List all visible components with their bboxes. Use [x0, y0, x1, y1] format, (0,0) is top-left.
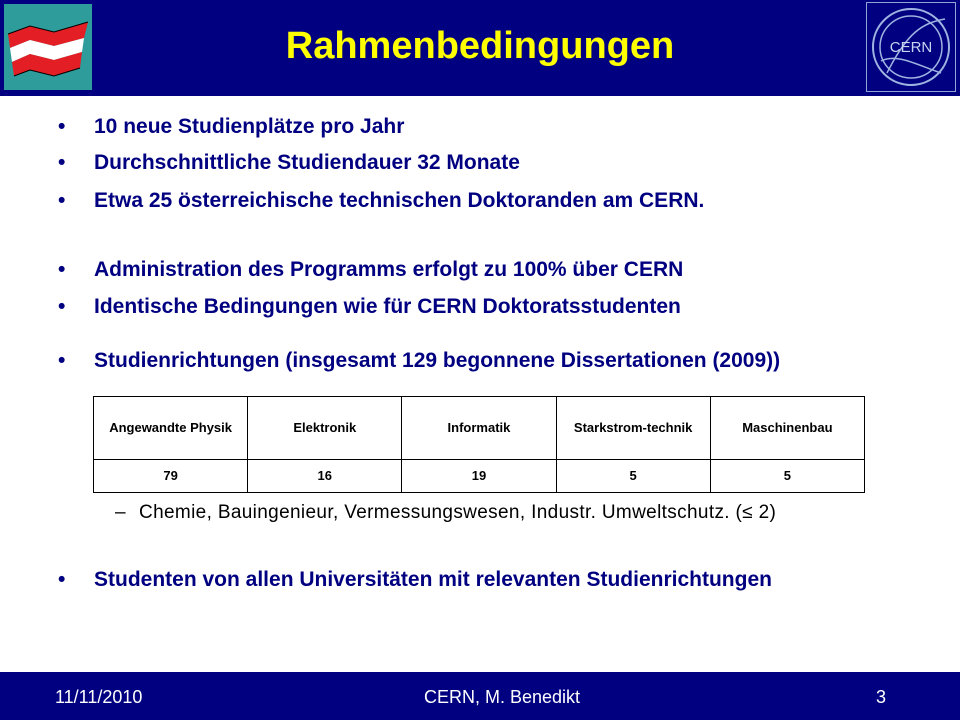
- cern-logo-text: CERN: [889, 39, 933, 56]
- table-row: [94, 460, 865, 493]
- bullet-symbol: •: [58, 189, 66, 212]
- slide-footer: [0, 672, 960, 720]
- bullet-text: Administration des Programms erfolgt zu 100% über CERN: [94, 258, 684, 281]
- table-cell: 5: [556, 460, 710, 493]
- slide-header: [0, 0, 960, 96]
- table-cell: 5: [710, 460, 864, 493]
- bullet-text: Identische Bedingungen wie für CERN Doktoratsstudenten: [94, 295, 681, 318]
- bullet-text: Studenten von allen Universitäten mit relevanten Studienrichtungen: [94, 568, 772, 591]
- bullet-text: Etwa 25 österreichische technischen Doktoranden am CERN.: [94, 189, 705, 212]
- sub-bullet-symbol: –: [115, 502, 126, 523]
- table-header-cell: Starkstrom-technik: [556, 397, 710, 460]
- footer-page-number: 3: [876, 687, 887, 707]
- bullet-symbol: •: [58, 295, 66, 318]
- table-header-cell: Maschinenbau: [710, 397, 864, 460]
- cern-logo-icon: [867, 3, 955, 91]
- table-cell: 79: [94, 460, 248, 493]
- footer-date: 11/11/2010: [55, 687, 143, 707]
- footer-author: CERN, M. Benedikt: [424, 687, 581, 707]
- bullet-symbol: •: [58, 115, 66, 138]
- bullet-text: 10 neue Studienplätze pro Jahr: [94, 115, 405, 138]
- bullet-symbol: •: [58, 258, 66, 281]
- slide-content: [0, 96, 960, 674]
- table-header-cell: Elektronik: [248, 397, 402, 460]
- table-header-cell: Angewandte Physik: [94, 397, 248, 460]
- table-header-cell: Informatik: [402, 397, 556, 460]
- bullet-symbol: •: [58, 151, 66, 174]
- bullet-text: Studienrichtungen (insgesamt 129 begonnene Dissertationen (2009)): [94, 349, 781, 372]
- table-cell: 16: [248, 460, 402, 493]
- table-header-row: [94, 397, 865, 460]
- table-cell: 19: [402, 460, 556, 493]
- page-title: Rahmenbedingungen: [285, 25, 675, 67]
- bullet-symbol: •: [58, 349, 66, 372]
- sub-bullet-text: Chemie, Bauingenieur, Vermessungswesen, Industr. Umweltschutz. (≤ 2): [139, 502, 777, 523]
- bullet-text: Durchschnittliche Studiendauer 32 Monate: [94, 151, 520, 174]
- cern-logo: [866, 2, 956, 92]
- study-fields-table: [93, 396, 865, 493]
- bullet-symbol: •: [58, 568, 66, 591]
